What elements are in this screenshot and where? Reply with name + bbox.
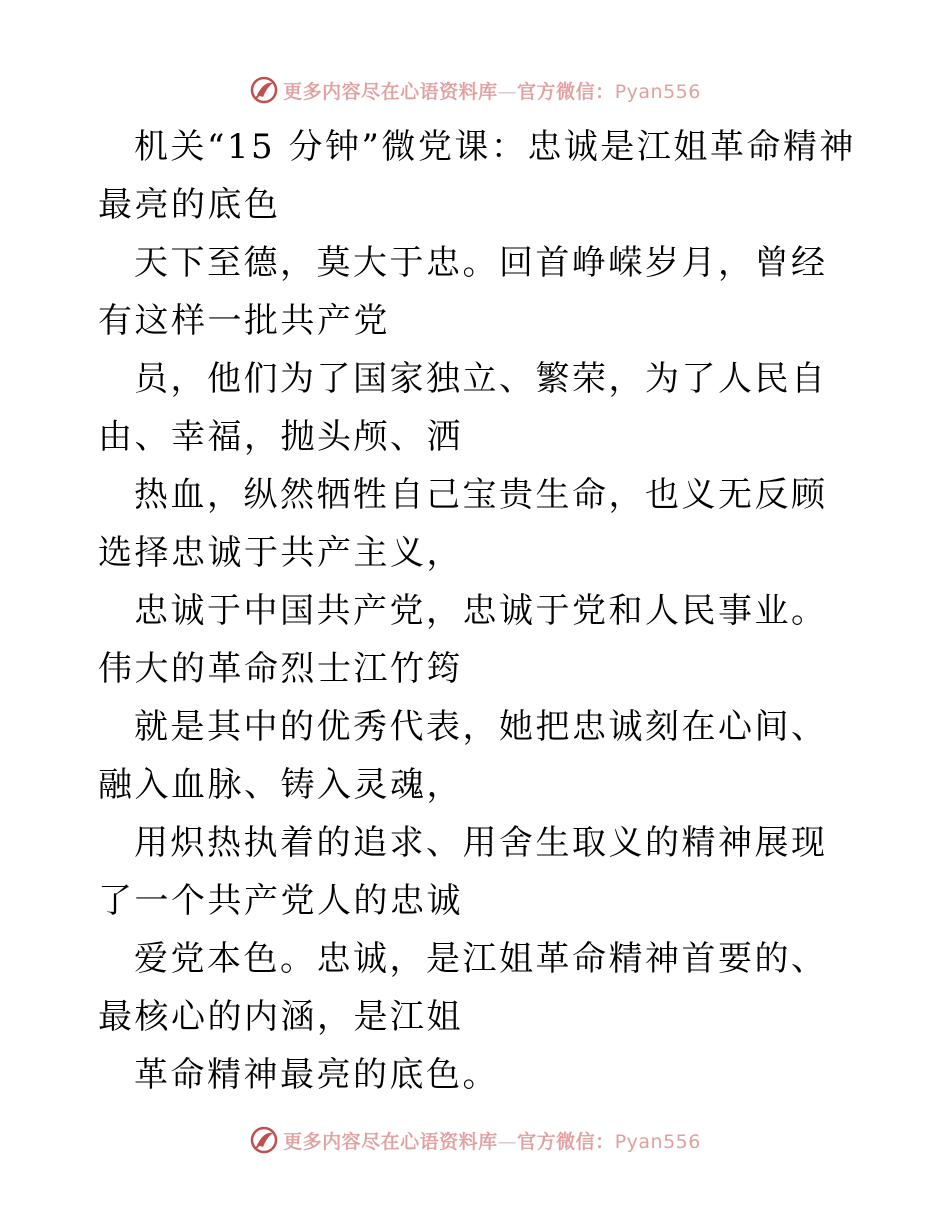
- watermark-text: [283, 1127, 701, 1154]
- body-paragraph: 爱党本色。忠诚，是江姐革命精神首要的、最核心的内涵，是江姐: [98, 939, 828, 1037]
- body-paragraph: 革命精神最亮的底色。: [134, 1055, 499, 1095]
- body-paragraph: 员，他们为了国家独立、繁荣，为了人民自由、幸福，抛头颅、洒: [98, 359, 828, 457]
- watermark-account-label: 官方微信：: [517, 1130, 615, 1153]
- watermark-handle: Pyan556: [614, 1130, 701, 1153]
- watermark-dash: —: [497, 1130, 518, 1153]
- quill-swirl-logo-icon: [249, 75, 279, 105]
- watermark-header: [0, 70, 950, 110]
- watermark-account-label: 官方微信：: [517, 80, 615, 103]
- quill-swirl-logo-icon: [249, 1125, 279, 1155]
- watermark-footer: [0, 1120, 950, 1160]
- watermark-handle: Pyan556: [614, 80, 701, 103]
- body-paragraph: 热血，纵然牺牲自己宝贵生命，也义无反顾选择忠诚于共产主义，: [98, 475, 828, 573]
- watermark-main-text: 更多内容尽在心语资料库: [283, 80, 498, 103]
- body-paragraph: 用炽热执着的追求、用舍生取义的精神展现了一个共产党人的忠诚: [98, 823, 828, 921]
- body-paragraph: 忠诚于中国共产党，忠诚于党和人民事业。伟大的革命烈士江竹筠: [98, 591, 828, 689]
- body-paragraph: 就是其中的优秀代表，她把忠诚刻在心间、融入血脉、铸入灵魂，: [98, 707, 828, 805]
- document-title-paragraph: 机关“15 分钟”微党课：忠诚是江姐革命精神最亮的底色: [98, 127, 856, 225]
- watermark-main-text: 更多内容尽在心语资料库: [283, 1130, 498, 1153]
- document-body: [98, 118, 858, 1104]
- watermark-text: [283, 77, 701, 104]
- watermark-dash: —: [497, 80, 518, 103]
- body-paragraph: 天下至德，莫大于忠。回首峥嵘岁月，曾经有这样一批共产党: [98, 243, 828, 341]
